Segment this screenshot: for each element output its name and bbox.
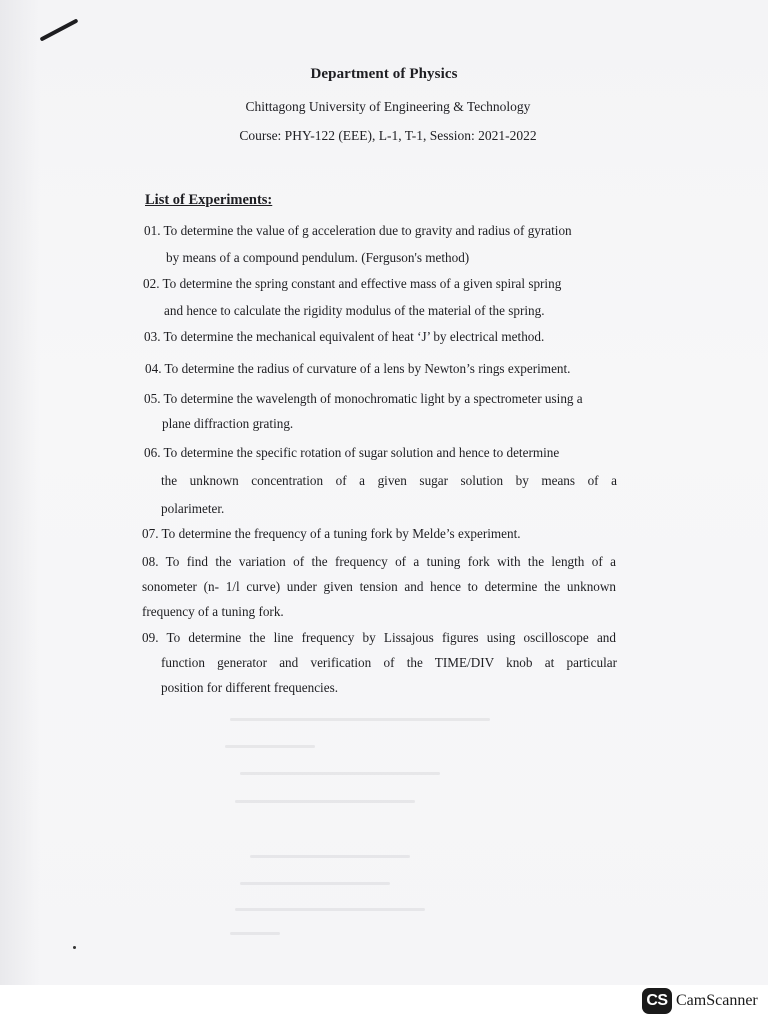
course-info: Course: PHY-122 (EEE), L-1, T-1, Session: 2021-2022 [239,128,537,143]
experiment-item-03 [144,324,544,350]
experiment-line: plane diffraction grating. [162,416,294,431]
bleed-through-mark [240,882,390,885]
experiment-line: 03. To determine the mechanical equivalent of heat ‘J’ by electrical method. [144,329,545,344]
experiment-line: position for different frequencies. [161,680,338,695]
experiment-line: polarimeter. [161,501,225,516]
experiment-item-01 [144,217,572,271]
experiment-line: and hence to calculate the rigidity modulus of the material of the spring. [164,303,545,318]
experiment-line: sonometer (n- 1/l curve) under given tension and hence to determine the unknown [142,579,616,594]
bleed-through-mark [235,800,415,803]
page-edge-shadow [0,0,40,985]
experiment-line: 04. To determine the radius of curvature of a lens by Newton’s rings experiment. [145,361,571,376]
experiment-line: function generator and verification of the TIME/DIV knob at particular [161,655,617,670]
camscanner-label: CamScanner [676,992,758,1009]
experiment-item-04 [145,356,570,382]
experiment-item-02 [143,270,561,324]
experiment-line: frequency of a tuning fork. [142,604,284,619]
bleed-through-mark [230,718,490,721]
experiment-line: 01. To determine the value of g acceleration due to gravity and radius of gyration [144,223,572,238]
experiment-line: by means of a compound pendulum. (Ferguson's method) [166,250,470,265]
department-title: Department of Physics [310,66,458,82]
camscanner-logo-icon: CS [642,988,672,1014]
experiment-line: 05. To determine the wavelength of monochromatic light by a spectrometer using a [144,391,583,406]
bleed-through-mark [230,932,280,935]
experiment-item-08 [142,549,616,624]
experiment-line: 08. To find the variation of the frequency of a tuning fork with the length of a [142,554,616,569]
experiment-item-06 [144,439,617,523]
bleed-through-mark [225,745,315,748]
experiment-line: 06. To determine the specific rotation of sugar solution and hence to determine [144,445,560,460]
experiment-line: 09. To determine the line frequency by Lissajous figures using oscilloscope and [142,630,616,645]
ink-dot [73,946,76,949]
list-heading: List of Experiments: [145,192,273,208]
experiment-item-05 [144,386,583,436]
experiment-line: 07. To determine the frequency of a tuning fork by Melde’s experiment. [142,526,521,541]
bleed-through-mark [250,855,410,858]
experiment-line: 02. To determine the spring constant and effective mass of a given spiral spring [143,276,562,291]
university-name: Chittagong University of Engineering & Technology [245,99,531,114]
bleed-through-mark [235,908,425,911]
experiment-line: the unknown concentration of a given sugar solution by means of a [161,473,617,488]
experiment-item-09 [142,625,617,700]
experiment-item-07 [142,521,521,547]
bleed-through-mark [240,772,440,775]
